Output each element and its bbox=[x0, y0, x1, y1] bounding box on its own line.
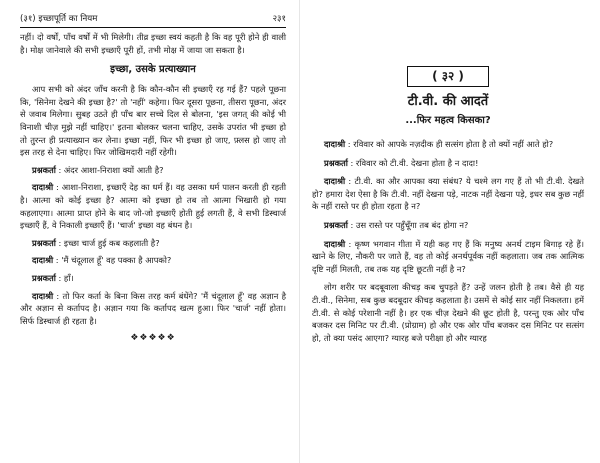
dialogue-text: : टी.वी. का और आपका क्या संबंध? ये चश्मे लग गए हैं तो भी टी.वी. देखते हो? हमारा देश ऐसा है कि टी.वी. नहीं देखना पड़े, नाटक नहीं देखना पड़े, इधर सब कुछ नहीं के नहीं रास्ते पर ही होता रहता है न? bbox=[312, 176, 584, 212]
intro-paragraph: नहीं। दो वर्षों, पाँच वर्षों में भी मिलेगी। तीव्र इच्छा स्वयं कहती है कि वह पूरी होने ही वाली है। मोक्ष जानेवाले की सभी इच्छाएँ पूरी हों, तभी मोक्ष में जाया जा सकता है। bbox=[20, 32, 286, 55]
speaker-label: दादाश्री bbox=[324, 238, 346, 249]
page-number: २३१ bbox=[272, 14, 286, 24]
speaker-label: प्रश्नकर्ता bbox=[324, 219, 348, 230]
chapter-subtitle: ...फिर महत्व किसका? bbox=[405, 115, 491, 126]
right-page bbox=[300, 0, 600, 463]
chapter-title: टी.वी. की आदतें bbox=[407, 94, 489, 109]
question-paragraph bbox=[20, 164, 286, 177]
dialogue-text: : इच्छा चार्ज हुई कब कहलाती है? bbox=[55, 237, 160, 248]
speaker-label: प्रश्नकर्ता bbox=[32, 164, 56, 175]
question-paragraph bbox=[312, 157, 584, 170]
running-header bbox=[20, 14, 286, 28]
dialogue-text: : अंदर आशा-निराशा क्यों आती है? bbox=[55, 164, 164, 175]
speaker-label: प्रश्नकर्ता bbox=[32, 272, 56, 283]
section-end-ornament: ❖❖❖❖❖ bbox=[130, 333, 176, 344]
answer-paragraph bbox=[20, 254, 286, 267]
answer-paragraph bbox=[312, 175, 584, 213]
speaker-label: प्रश्नकर्ता bbox=[32, 237, 56, 248]
speaker-label: दादाश्री bbox=[32, 182, 54, 193]
dialogue-text: : रविवार को आपके नज़दीक ही सत्संग होता है तो क्यों नहीं आते हो? bbox=[345, 139, 554, 149]
header-title: (३१) इच्छापूर्ति का नियम bbox=[20, 14, 98, 24]
dialogue-text: : आशा-निराशा, इच्छाएँ देह का धर्म हैं। वह उसका धर्म पालन करती ही रहती है। आत्मा को कोई इच्छा है? आत्मा को इच्छा हो तब तो आत्मा भिखारी हो गया कहलाएगा। आत्मा प्राप्त होने के बाद जो-जो इच्छाएँ होती हुई लगती हैं, वे सभी डिस्चार्ज इच्छाएँ हैं, वे निकाली इच्छाएँ हैं। 'चार्ज' इच्छा वह बंधन है। bbox=[20, 182, 286, 231]
speaker-label: दादाश्री bbox=[324, 176, 346, 187]
dialogue-text: : रविवार को टी.वी. देखना होता है न दादा! bbox=[347, 157, 479, 168]
answer-paragraph bbox=[20, 181, 286, 231]
speaker-label: दादाश्री bbox=[32, 255, 54, 266]
speaker-label: प्रश्नकर्ता bbox=[324, 157, 348, 168]
answer-paragraph bbox=[312, 238, 584, 276]
answer-paragraph bbox=[312, 138, 584, 151]
dialogue-text: : 'मैं चंदूलाल हूँ' वह पक्का है आपको? bbox=[53, 255, 172, 266]
dialogue-text: : हाँ। bbox=[55, 272, 74, 283]
body-paragraph: लोग शरीर पर बदबूवाला कीचड़ कब चुपड़ते हैं? उन्हें जलन होती है तब। वैसे ही यह टी.वी., सिनेमा, सब कुछ बदबूदार कीचड़ कहलाता है। उसमें से कोई सार नहीं निकलता। हमें टी.वी. से कोई परेशानी नहीं है। हर एक चीज़ देखने की छूट होती है, परन्तु एक ओर पाँच बजकर दस मिनिट पर टी.वी. (प्रोग्राम) हो और एक ओर पाँच बजकर दस मिनिट पर सत्संग हो, तो क्या पसंद आएगा? ग्यारह बजे परीक्षा हो और ग्यारह bbox=[312, 282, 584, 343]
question-paragraph bbox=[312, 219, 584, 232]
speaker-label: दादाश्री bbox=[32, 290, 54, 301]
question-paragraph bbox=[20, 237, 286, 250]
speaker-label: दादाश्री bbox=[324, 139, 346, 149]
chapter-number: ( ३२ ) bbox=[407, 66, 489, 87]
section-title: इच्छा, उसके प्रत्याख्यान bbox=[110, 64, 196, 76]
question-paragraph bbox=[20, 272, 286, 285]
dialogue-text: : कृष्ण भगवान गीता में यही कह गए हैं कि मनुष्य अनर्थ टाइम बिगाड़ रहे हैं। खाने के लिए, नौकरी पर जाते हैं, वह तो कोई अनर्थपूर्वक नहीं कहलाता। जब तक आत्मिक दृष्टि नहीं मिलती, तब तक यह दृष्टि छूटती नहीं है न? bbox=[312, 238, 584, 274]
dialogue-text: : उस रास्ते पर पहुँचूँगा तब बंद होगा न? bbox=[347, 219, 469, 230]
body-paragraph: आप सभी को अंदर जाँच करनी है कि कौन-कौन सी इच्छाएँ रह गई हैं? पहले पूछना कि, 'सिनेमा देखने की इच्छा है?' तो 'नहीं' कहेगा। फिर दूसरा पूछना, तीसरा पूछना, अंदर से जवाब मिलेगा। सुबह उठते ही पाँच बार सच्चे दिल से बोलना, 'इस जगत् की कोई भी विनाशी चीज़ मुझे नहीं चाहिए।' इतना बोलकर चलना चाहिए, उसके उपरांत भी इच्छा हो तो तुरन्त ही प्रत्याख्यान कर लेना। इच्छा नहीं, फिर भी इच्छा हो जाए, फ़्लस हो जाए तो इस तरह से देना चाहिए। फिर जोखिमदारी नहीं रहेगी। bbox=[20, 84, 286, 158]
dialogue-text: : तो फिर कर्ता के बिना किस तरह कर्म बंधेंगे? 'मैं चंदूलाल हूँ' वह अज्ञान है और अज्ञान से कर्तापद है। अज्ञान गया कि कर्तापद खत्म हुआ। फिर 'चार्ज' नहीं होता। सिर्फ डिस्चार्ज ही रहता है। bbox=[20, 290, 286, 326]
answer-paragraph bbox=[20, 290, 286, 328]
